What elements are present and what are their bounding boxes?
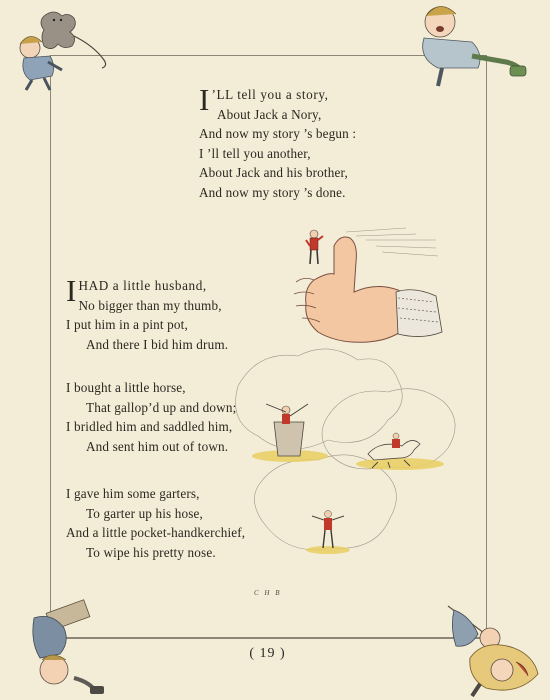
artist-signature: C H B — [254, 589, 282, 597]
poem-line: And now my story ’s done. — [199, 184, 346, 200]
poem-line: ’LL tell you a story, — [211, 87, 329, 102]
poem-line: I gave him some garters, — [66, 486, 200, 501]
drop-cap: I — [66, 273, 77, 308]
page-number: ( 19 ) — [249, 646, 286, 661]
poem-line: I bridled him and saddled him, — [66, 419, 233, 434]
poem-line: I ’ll tell you another, — [199, 145, 311, 161]
poem-jack-a-nory — [199, 82, 357, 202]
poem-line: To wipe his pretty nose. — [86, 544, 216, 560]
drop-cap: I — [199, 82, 210, 117]
poem-line: And sent him out of town. — [86, 438, 229, 454]
boy-with-cat-illustration — [4, 6, 114, 96]
poem-line: I put him in a pint pot, — [66, 317, 188, 332]
poem-line: That gallop’d up and down; — [86, 399, 237, 415]
tumbling-boy-illustration — [14, 598, 114, 698]
poem-stanza — [66, 484, 245, 562]
poem-little-husband — [66, 273, 229, 354]
drum-horse-handkerchief-vignettes — [228, 346, 478, 586]
poem-line: And there I bid him drum. — [86, 336, 229, 352]
poem-line: And now my story ’s begun : — [199, 126, 357, 141]
poem-line: About Jack and his brother, — [199, 165, 348, 180]
poem-stanza — [66, 378, 236, 456]
poem-line: About Jack a Nory, — [217, 106, 322, 122]
crying-boy-illustration — [412, 2, 532, 97]
footer-rule — [50, 637, 487, 638]
poem-line: HAD a little husband, — [78, 278, 207, 293]
poem-line: To garter up his hose, — [86, 505, 204, 521]
poem-line: No bigger than my thumb, — [78, 297, 222, 313]
poem-line: I bought a little horse, — [66, 380, 186, 395]
tiny-husband-figure — [306, 230, 323, 264]
poem-line: And a little pocket-handkerchief, — [66, 525, 246, 540]
boy-in-hat-illustration — [440, 598, 545, 698]
